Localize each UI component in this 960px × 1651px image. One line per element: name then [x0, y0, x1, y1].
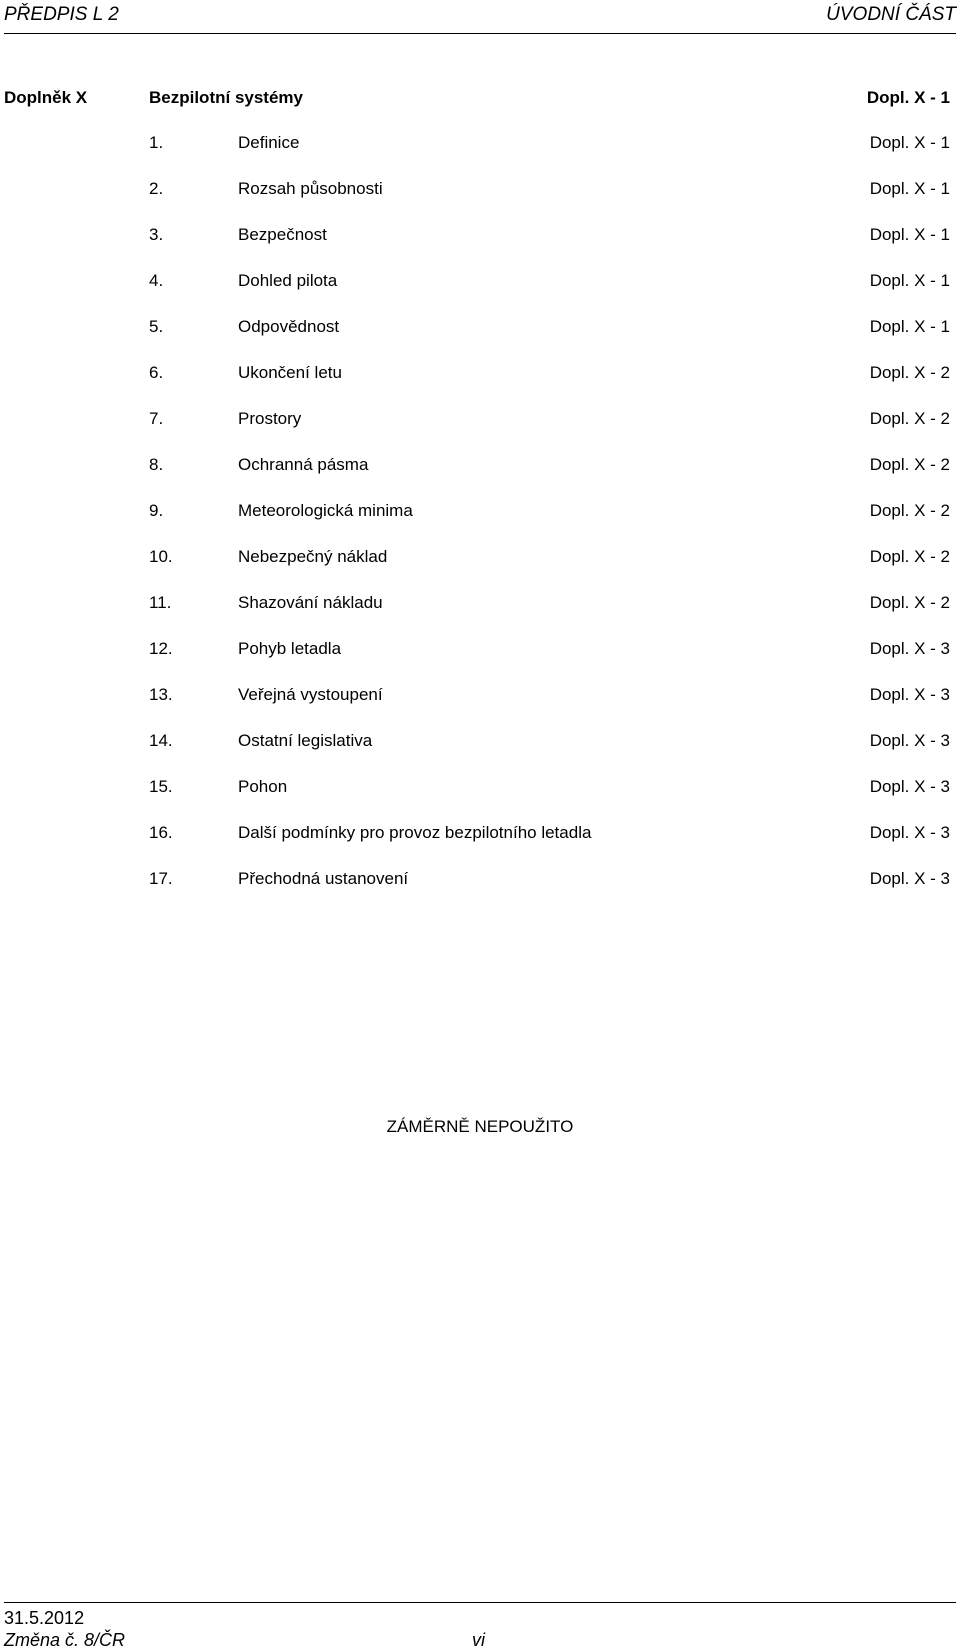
toc-item-label: Ochranná pásma	[238, 455, 369, 474]
toc-item[interactable]	[4, 315, 950, 361]
toc-item[interactable]	[4, 131, 950, 177]
toc-item-page: Dopl. X - 1	[869, 317, 950, 336]
toc-item[interactable]	[4, 545, 950, 591]
toc-item-page: Dopl. X - 1	[869, 179, 950, 198]
toc-item-number: 17.	[149, 869, 173, 888]
toc-item-number: 14.	[149, 731, 173, 750]
toc-item-page: Dopl. X - 3	[869, 777, 950, 796]
appendix-label: Doplněk X	[4, 88, 88, 107]
toc-item-page: Dopl. X - 1	[869, 271, 950, 290]
toc-item[interactable]	[4, 683, 950, 729]
page-header	[4, 3, 956, 34]
toc-item-page: Dopl. X - 3	[869, 823, 950, 842]
page-footer	[4, 1602, 956, 1650]
toc-item-number: 1.	[149, 133, 164, 152]
toc-item[interactable]	[4, 637, 950, 683]
toc-item[interactable]	[4, 453, 950, 499]
toc-item-number: 11.	[149, 593, 172, 612]
toc-item-page: Dopl. X - 3	[869, 869, 950, 888]
toc-item-label: Odpovědnost	[238, 317, 340, 336]
intentionally-blank-note: ZÁMĚRNĚ NEPOUŽITO	[386, 1117, 574, 1136]
toc-item[interactable]	[4, 177, 950, 223]
toc-item-number: 3.	[149, 225, 164, 244]
toc-item-page: Dopl. X - 1	[869, 133, 950, 152]
toc-item-label: Definice	[238, 133, 300, 152]
toc-item-label: Dohled pilota	[238, 271, 338, 290]
toc-item[interactable]	[4, 821, 950, 867]
table-of-contents	[4, 86, 950, 888]
toc-item-label: Pohyb letadla	[238, 639, 342, 658]
appendix-title: Bezpilotní systémy	[149, 88, 303, 107]
header-section-title: ÚVODNÍ ČÁST	[826, 4, 956, 25]
toc-item-number: 8.	[149, 455, 164, 474]
toc-item-page: Dopl. X - 2	[869, 501, 950, 520]
footer-date: 31.5.2012	[4, 1608, 85, 1628]
toc-item[interactable]	[4, 775, 950, 821]
toc-item-label: Veřejná vystoupení	[238, 685, 383, 704]
toc-item-page: Dopl. X - 2	[869, 455, 950, 474]
toc-item-number: 5.	[149, 317, 164, 336]
toc-appendix-heading[interactable]	[4, 86, 950, 110]
toc-item-number: 16.	[149, 823, 173, 842]
toc-item-number: 13.	[149, 685, 173, 704]
toc-item-number: 6.	[149, 363, 164, 382]
header-regulation-title: PŘEDPIS L 2	[4, 4, 119, 25]
toc-item[interactable]	[4, 407, 950, 453]
toc-item-number: 10.	[149, 547, 173, 566]
toc-item-number: 15.	[149, 777, 173, 796]
toc-item-label: Ukončení letu	[238, 363, 342, 382]
toc-item-label: Prostory	[238, 409, 302, 428]
toc-item-number: 12.	[149, 639, 173, 658]
toc-item-label: Shazování nákladu	[238, 593, 383, 612]
toc-item[interactable]	[4, 499, 950, 545]
toc-item[interactable]	[4, 867, 950, 913]
toc-item-label: Pohon	[238, 777, 288, 796]
appendix-page-ref: Dopl. X - 1	[866, 88, 950, 107]
toc-item-page: Dopl. X - 3	[869, 731, 950, 750]
toc-item-label: Bezpečnost	[238, 225, 327, 244]
toc-item-label: Meteorologická minima	[238, 501, 413, 520]
toc-item-page: Dopl. X - 3	[869, 685, 950, 704]
toc-item-page: Dopl. X - 2	[869, 547, 950, 566]
toc-item-label: Ostatní legislativa	[238, 731, 373, 750]
toc-item-label: Rozsah působnosti	[238, 179, 383, 198]
toc-item[interactable]	[4, 591, 950, 637]
toc-item-page: Dopl. X - 2	[869, 363, 950, 382]
toc-item[interactable]	[4, 269, 950, 315]
toc-item-label: Další podmínky pro provoz bezpilotního letadla	[238, 823, 592, 842]
toc-item-number: 7.	[149, 409, 164, 428]
toc-item-label: Přechodná ustanovení	[238, 869, 409, 888]
footer-page-number: vi	[472, 1630, 485, 1650]
toc-item-page: Dopl. X - 2	[869, 593, 950, 612]
toc-item[interactable]	[4, 729, 950, 775]
toc-item-page: Dopl. X - 3	[869, 639, 950, 658]
toc-item-page: Dopl. X - 1	[869, 225, 950, 244]
toc-item[interactable]	[4, 361, 950, 407]
toc-item-label: Nebezpečný náklad	[238, 547, 388, 566]
toc-item[interactable]	[4, 223, 950, 269]
toc-item-page: Dopl. X - 2	[869, 409, 950, 428]
toc-item-number: 4.	[149, 271, 164, 290]
toc-list	[4, 131, 950, 913]
toc-item-number: 9.	[149, 501, 164, 520]
toc-item-number: 2.	[149, 179, 164, 198]
footer-amendment: Změna č. 8/ČR	[4, 1630, 126, 1650]
